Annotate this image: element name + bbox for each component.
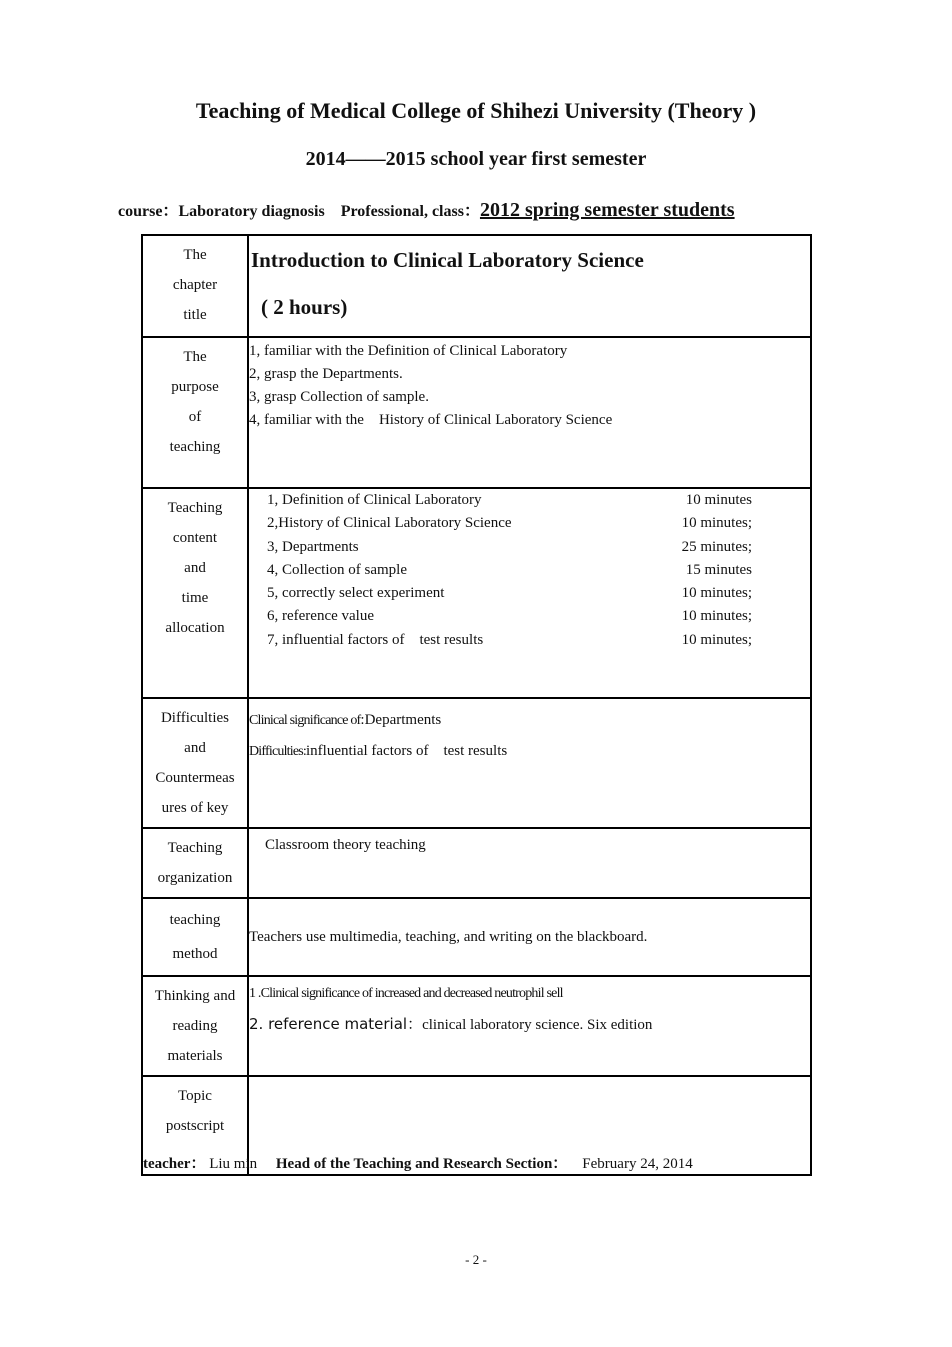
content-cell [248,488,811,698]
label-line: postscript [165,1118,225,1134]
page-number: - 2 - [465,1252,487,1267]
row-thinking [142,976,811,1076]
list-item: 4, familiar with the History of Clinical Laboratory Science [249,412,613,428]
label-line: method [172,946,218,962]
schedule-row: 3, Departments 25 minutes; [267,538,752,555]
chapter-hours: ( 2 hours) [261,295,348,319]
label-line: Topic [178,1088,212,1104]
class-label: Professional, class： [340,203,480,220]
chapter-title: Introduction to Clinical Laboratory Science [251,248,644,272]
row-method [142,898,811,976]
footer-date: February 24, 2014 [582,1156,693,1172]
label-line: Teaching [167,500,223,516]
organization-label [142,828,248,898]
content-label [142,488,248,698]
schedule-row: 5, correctly select experiment 10 minutes; [267,585,752,602]
organization-text: Classroom theory teaching [265,837,426,853]
label-line: chapter [172,277,218,293]
signature-line [143,1152,693,1173]
label-line: materials [167,1048,223,1064]
thinking-line-2: 2. reference material：clinical laboratory science. Six edition [249,1015,653,1033]
row-difficulties [142,698,811,828]
label-line: and [184,740,206,756]
class-value: 2012 spring semester students [479,199,735,221]
schedule-row: 1, Definition of Clinical Laboratory 10 minutes [267,492,752,508]
label-line: The [183,349,207,365]
row-chapter [142,235,811,337]
lesson-plan-table [141,234,812,1176]
label-line: Countermeas [155,770,235,786]
chapter-label [142,235,248,337]
time-allocation-list [249,489,810,652]
label-line: title [183,307,207,323]
document-title: Teaching of Medical College of Shihezi University (Theory ) [195,98,757,123]
course-label: course： [118,203,179,220]
schedule-row: 7, influential factors of test results 10 minutes; [267,631,752,648]
label-line: Thinking and [154,988,236,1004]
difficulties-label [142,698,248,828]
row-organization [142,828,811,898]
schedule-row: 4, Collection of sample 15 minutes [267,561,752,578]
label-line: content [172,530,218,546]
course-line [118,198,878,222]
thinking-cell [248,976,811,1076]
list-item: 2, grasp the Departments. [249,366,403,382]
label-line: of [188,409,202,425]
course-value: Laboratory diagnosis [178,203,325,220]
label-line: teaching [169,912,221,928]
method-text: Teachers use multimedia, teaching, and writing on the blackboard. [249,929,648,945]
purpose-cell [248,337,811,488]
list-item: 1, familiar with the Definition of Clinical Laboratory [249,343,568,359]
organization-cell [248,828,811,898]
label-line: Difficulties [160,710,230,726]
thinking-label [142,976,248,1076]
purpose-label [142,337,248,488]
schedule-row: 6, reference value 10 minutes; [267,608,752,625]
label-line: and [184,560,206,576]
label-line: purpose [171,379,219,395]
list-item: 3, grasp Collection of sample. [249,389,429,405]
label-line: reading [172,1018,218,1034]
difficulties-cell [248,698,811,828]
head-label: Head of the Teaching and Research Section： [275,1156,568,1172]
label-line: Teaching [167,840,223,856]
method-cell [248,898,811,976]
label-line: The [183,247,207,263]
semester-heading: 2014——2015 school year first semester [305,148,647,170]
row-content [142,488,811,698]
label-line: time [181,590,209,606]
teacher-label: teacher： [143,1156,206,1172]
difficulty-line: Difficulties:influential factors of test results [249,743,508,759]
label-line: organization [157,870,233,886]
label-line: allocation [165,620,225,636]
row-purpose [142,337,811,488]
teacher-name: Liu min [209,1156,258,1172]
chapter-cell [248,235,811,337]
key-point-line: Clinical significance of:Departments [249,712,442,728]
label-line: teaching [169,439,221,455]
thinking-line-1: 1 .Clinical significance of increased and decreased neutrophil sell [249,986,563,1001]
method-label [142,898,248,976]
label-line: ures of key [161,800,229,816]
schedule-row: 2,History of Clinical Laboratory Science 10 minutes; [267,515,752,532]
